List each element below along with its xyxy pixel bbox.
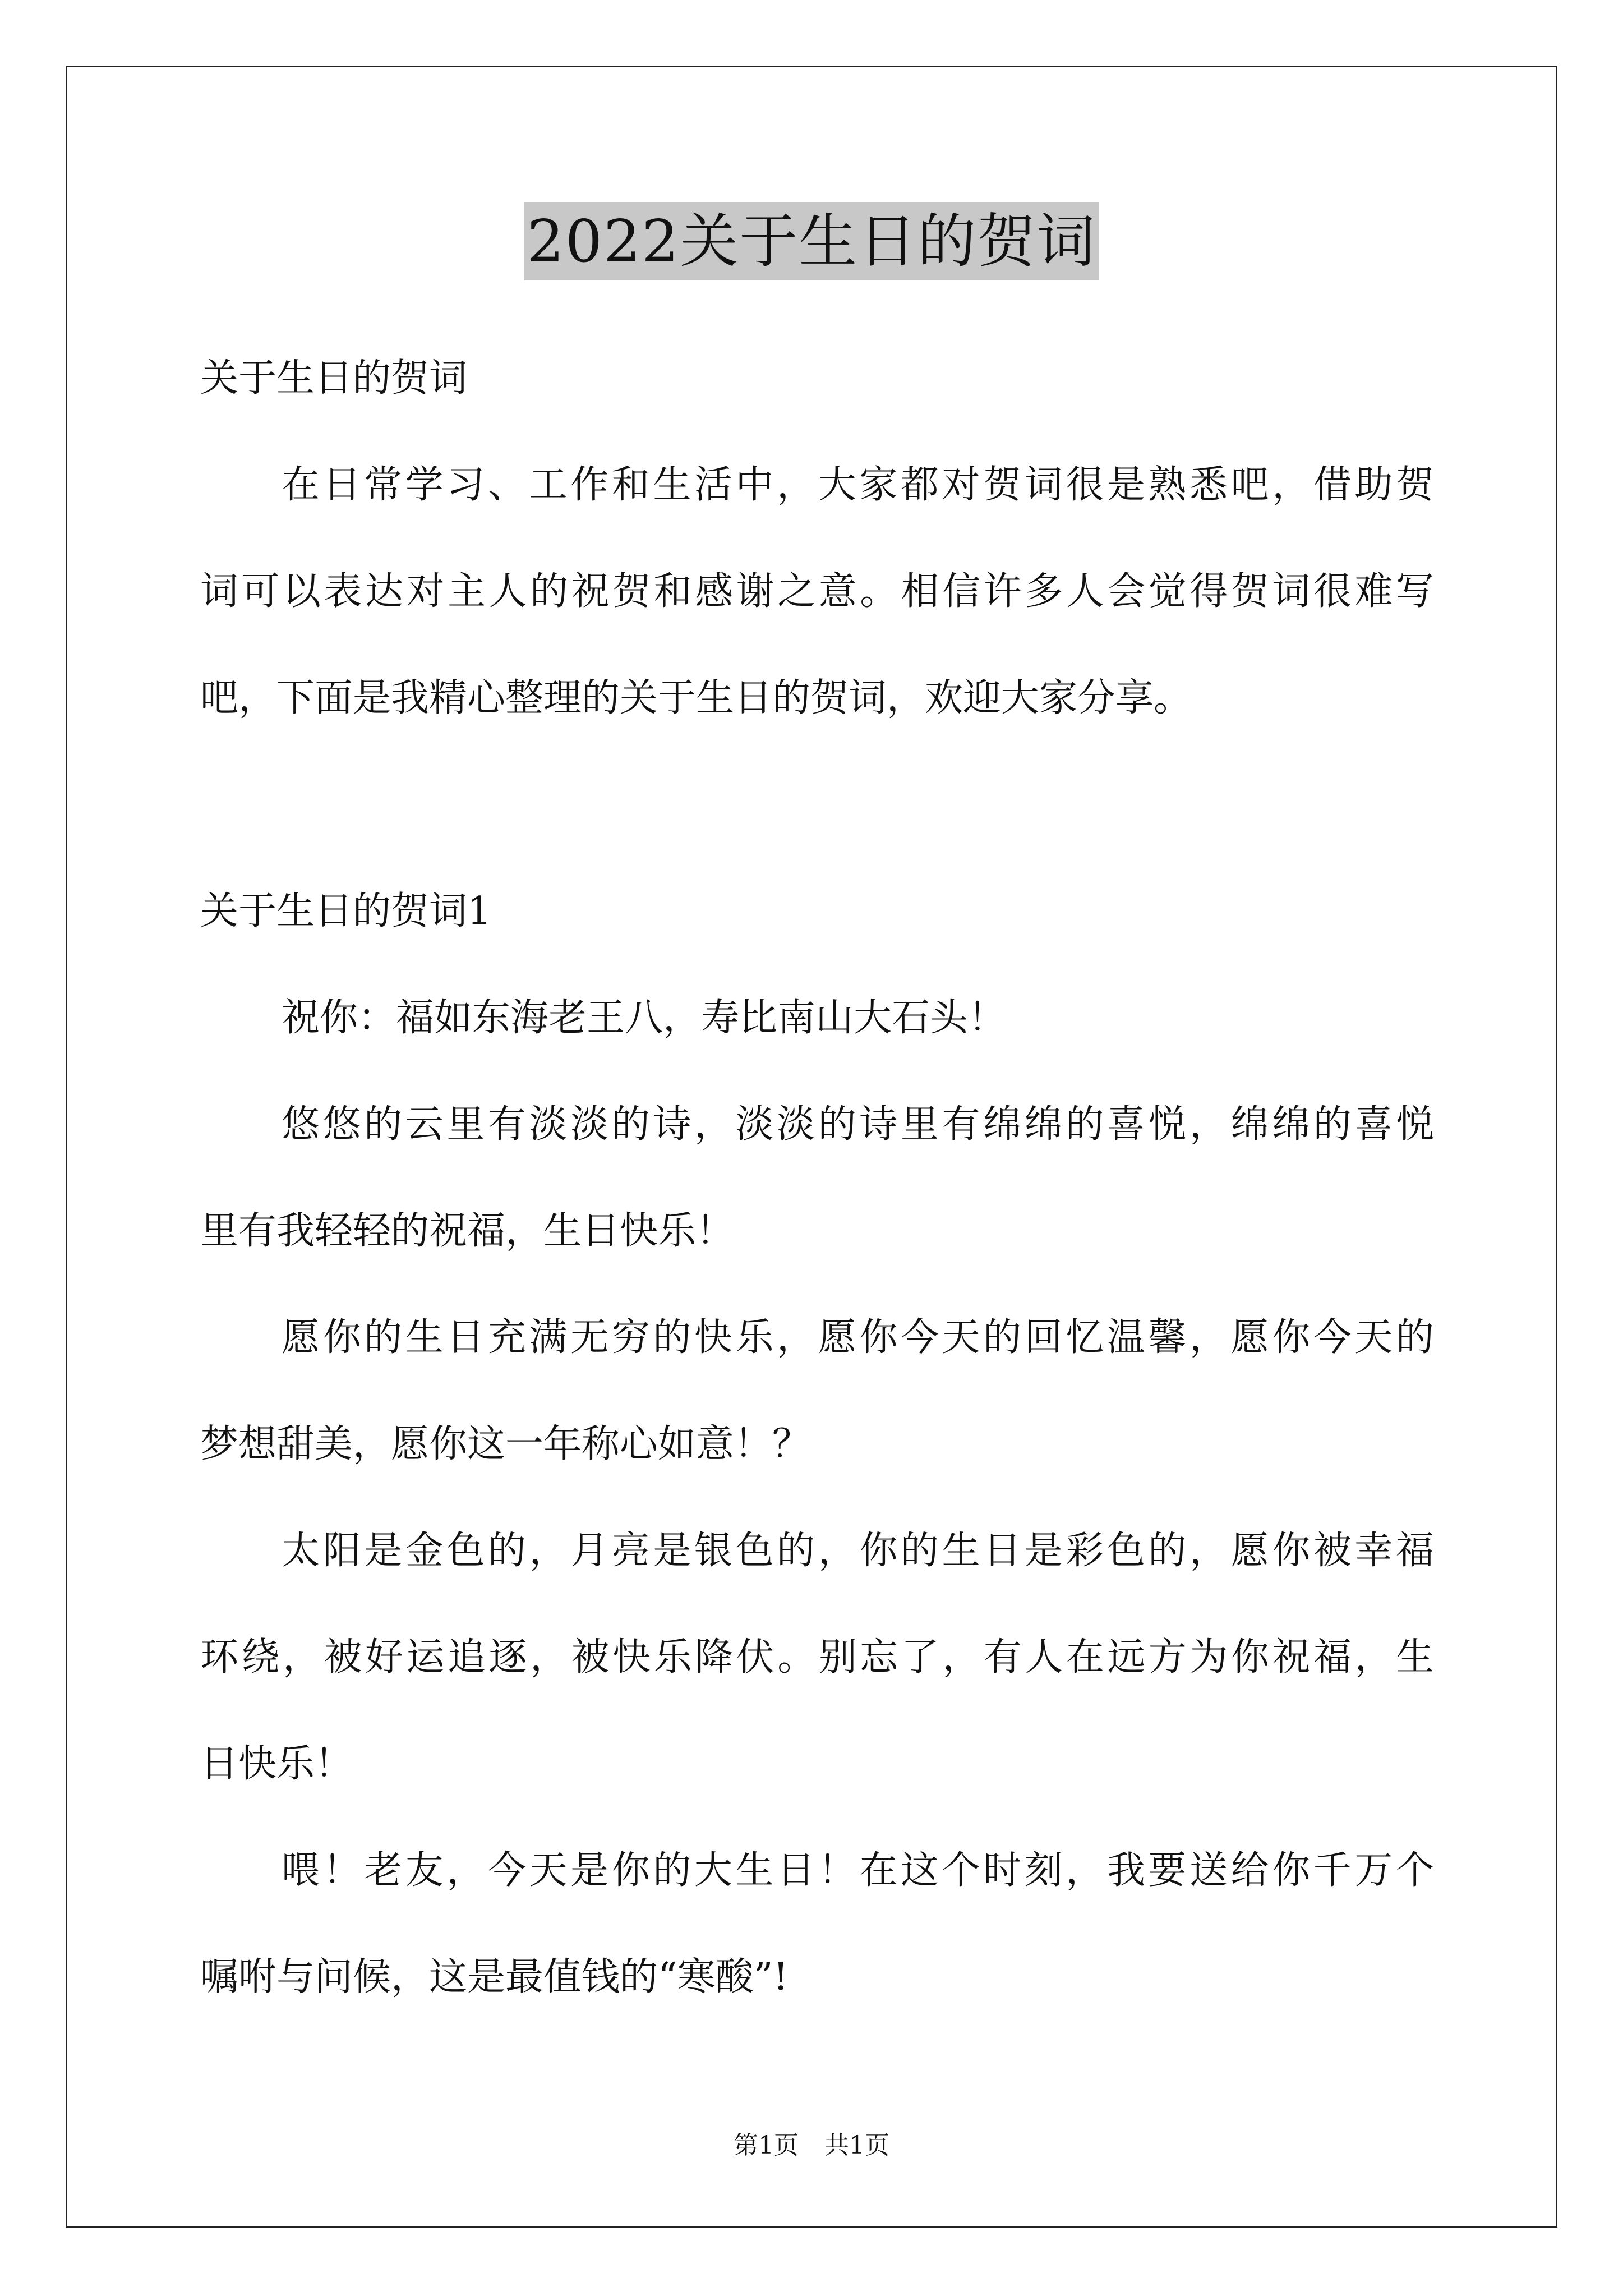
paragraph-line: 愿你的生日充满无穷的快乐，愿你今天的回忆温馨，愿你今天的: [282, 1315, 1434, 1360]
paragraph-line: 悠悠的云里有淡淡的诗，淡淡的诗里有绵绵的喜悦，绵绵的喜悦: [282, 1102, 1434, 1147]
paragraph-line: 日快乐！: [200, 1742, 353, 1786]
paragraph-line: 梦想甜美，愿你这一年称心如意！？: [200, 1422, 811, 1466]
paragraph-line: 在日常学习、工作和生活中，大家都对贺词很是熟悉吧，借助贺: [282, 463, 1434, 507]
subtitle: 关于生日的贺词: [200, 356, 468, 401]
paragraph-line: 词可以表达对主人的祝贺和感谢之意。相信许多人会觉得贺词很难写: [200, 569, 1434, 614]
paragraph-line: 里有我轻轻的祝福，生日快乐！: [200, 1209, 735, 1253]
section-heading: 关于生日的贺词1: [200, 889, 492, 933]
paragraph-line: 环绕，被好运追逐，被快乐降伏。别忘了，有人在远方为你祝福，生: [200, 1635, 1434, 1680]
page-number-total: 共1页: [824, 2131, 889, 2160]
title-container: [0, 202, 1623, 280]
paragraph-line: 喂！老友，今天是你的大生日！在这个时刻，我要送给你千万个: [282, 1848, 1434, 1893]
paragraph-line: 祝你：福如东海老王八，寿比南山大石头！: [282, 996, 1007, 1040]
paragraph-line: 嘱咐与问候，这是最值钱的“寒酸”!: [200, 1955, 789, 1999]
paragraph-line: 吧，下面是我精心整理的关于生日的贺词，欢迎大家分享。: [200, 676, 1192, 720]
page-footer: [0, 2129, 1623, 2162]
paragraph-line: 太阳是金色的，月亮是银色的，你的生日是彩色的，愿你被幸福: [282, 1529, 1434, 1573]
page-number-current: 第1页: [734, 2131, 799, 2160]
document-title: 2022关于生日的贺词: [524, 202, 1100, 280]
